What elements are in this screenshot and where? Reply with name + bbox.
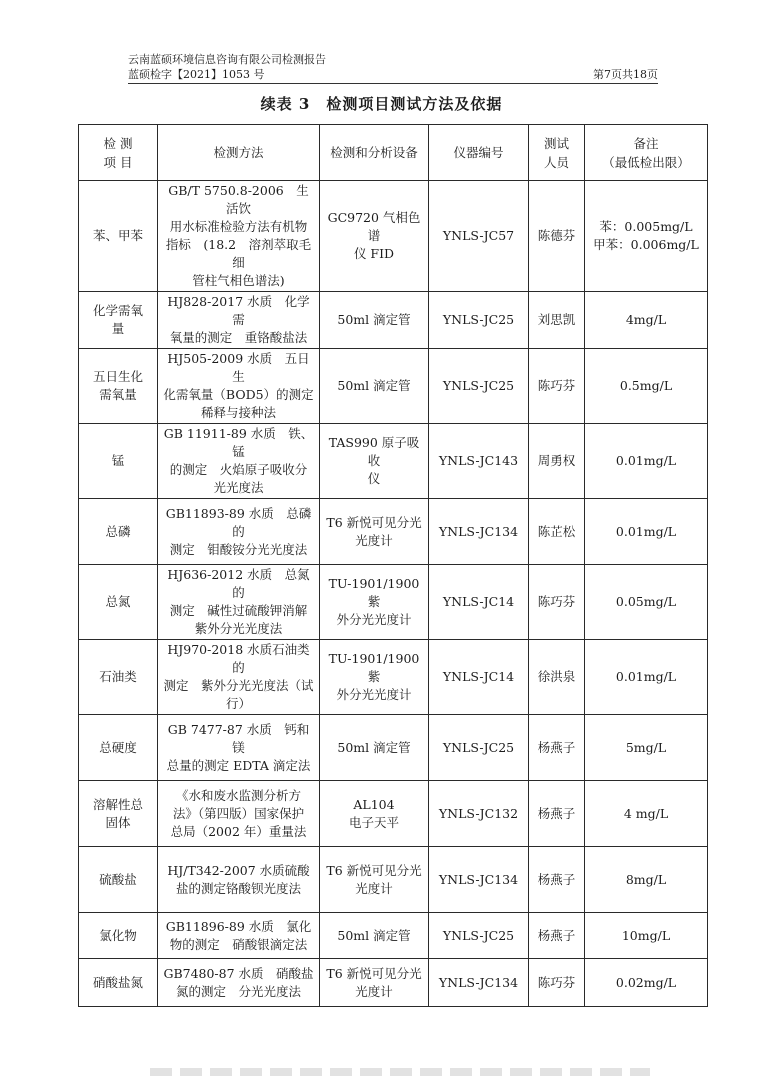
cell-note: 苯：0.005mg/L 甲苯：0.006mg/L <box>585 181 708 292</box>
cell-item: 溶解性总 固体 <box>79 781 158 847</box>
cell-instrument: YNLS-JC143 <box>429 424 529 499</box>
cell-equipment: T6 新悦可见分光 光度计 <box>320 959 429 1007</box>
cell-item: 五日生化 需氧量 <box>79 349 158 424</box>
cell-tester: 陈巧芬 <box>529 349 585 424</box>
cell-instrument: YNLS-JC25 <box>429 292 529 349</box>
cell-equipment: TAS990 原子吸收 仪 <box>320 424 429 499</box>
cell-note: 8mg/L <box>585 847 708 913</box>
cell-method: GB 7477-87 水质 钙和镁 总量的测定 EDTA 滴定法 <box>158 715 320 781</box>
cell-item: 总磷 <box>79 499 158 565</box>
cell-instrument: YNLS-JC134 <box>429 847 529 913</box>
cell-instrument: YNLS-JC132 <box>429 781 529 847</box>
methods-table <box>78 124 708 1007</box>
cell-note: 4mg/L <box>585 292 708 349</box>
cell-item: 总硬度 <box>79 715 158 781</box>
table-header-row <box>79 125 708 181</box>
cell-tester: 杨燕子 <box>529 781 585 847</box>
cell-note: 10mg/L <box>585 913 708 959</box>
report-header <box>128 52 658 82</box>
col-header-tester: 测试 人员 <box>529 125 585 181</box>
cell-equipment: 50ml 滴定管 <box>320 715 429 781</box>
cell-item: 氯化物 <box>79 913 158 959</box>
cell-equipment: 50ml 滴定管 <box>320 913 429 959</box>
cell-method: HJ636-2012 水质 总氮的 测定 碱性过硫酸钾消解 紫外分光光度法 <box>158 565 320 640</box>
cell-instrument: YNLS-JC25 <box>429 349 529 424</box>
cell-note: 0.05mg/L <box>585 565 708 640</box>
cell-tester: 陈巧芬 <box>529 959 585 1007</box>
cell-instrument: YNLS-JC25 <box>429 715 529 781</box>
table-row <box>79 565 708 640</box>
cell-equipment: GC9720 气相色谱 仪 FID <box>320 181 429 292</box>
table-row <box>79 499 708 565</box>
cell-equipment: AL104 电子天平 <box>320 781 429 847</box>
col-header-item: 检 测 项 目 <box>79 125 158 181</box>
cell-instrument: YNLS-JC14 <box>429 640 529 715</box>
cell-instrument: YNLS-JC134 <box>429 959 529 1007</box>
cell-tester: 周勇权 <box>529 424 585 499</box>
table-row <box>79 640 708 715</box>
scan-artifact-strip <box>150 1068 650 1076</box>
cell-item: 苯、甲苯 <box>79 181 158 292</box>
cell-equipment: 50ml 滴定管 <box>320 349 429 424</box>
cell-tester: 陈芷松 <box>529 499 585 565</box>
cell-tester: 刘思凯 <box>529 292 585 349</box>
cell-tester: 陈德芬 <box>529 181 585 292</box>
col-header-method: 检测方法 <box>158 125 320 181</box>
table-row <box>79 181 708 292</box>
table-row <box>79 292 708 349</box>
cell-method: GB11893-89 水质 总磷的 测定 钼酸铵分光光度法 <box>158 499 320 565</box>
cell-item: 总氮 <box>79 565 158 640</box>
cell-note: 4 mg/L <box>585 781 708 847</box>
cell-method: GB11896-89 水质 氯化 物的测定 硝酸银滴定法 <box>158 913 320 959</box>
cell-note: 0.01mg/L <box>585 424 708 499</box>
cell-tester: 陈巧芬 <box>529 565 585 640</box>
cell-note: 5mg/L <box>585 715 708 781</box>
table-row <box>79 349 708 424</box>
col-header-equipment: 检测和分析设备 <box>320 125 429 181</box>
cell-tester: 杨燕子 <box>529 913 585 959</box>
cell-equipment: T6 新悦可见分光 光度计 <box>320 499 429 565</box>
company-name: 云南蓝硕环境信息咨询有限公司检测报告 <box>128 53 326 66</box>
cell-note: 0.01mg/L <box>585 499 708 565</box>
table-row <box>79 715 708 781</box>
col-header-instrument: 仪器编号 <box>429 125 529 181</box>
table-row <box>79 424 708 499</box>
table-row <box>79 913 708 959</box>
table-row <box>79 959 708 1007</box>
cell-method: HJ828-2017 水质 化学需 氧量的测定 重铬酸盐法 <box>158 292 320 349</box>
cell-instrument: YNLS-JC134 <box>429 499 529 565</box>
table-row <box>79 847 708 913</box>
col-header-note: 备注 （最低检出限） <box>585 125 708 181</box>
cell-equipment: 50ml 滴定管 <box>320 292 429 349</box>
cell-method: HJ/T342-2007 水质硫酸 盐的测定铬酸钡光度法 <box>158 847 320 913</box>
cell-method: 《水和废水监测分析方 法》（第四版）国家保护 总局（2002 年）重量法 <box>158 781 320 847</box>
cell-method: GB/T 5750.8-2006 生活饮 用水标准检验方法有机物 指标 (18.2 溶剂萃取毛细 管柱气相色谱法) <box>158 181 320 292</box>
cell-instrument: YNLS-JC25 <box>429 913 529 959</box>
cell-note: 0.02mg/L <box>585 959 708 1007</box>
cell-item: 硫酸盐 <box>79 847 158 913</box>
page-indicator: 第7页共18页 <box>593 68 658 81</box>
cell-instrument: YNLS-JC57 <box>429 181 529 292</box>
cell-equipment: TU-1901/1900 紫 外分光光度计 <box>320 565 429 640</box>
report-number: 蓝硕检字【2021】1053 号 <box>128 68 265 81</box>
cell-note: 0.5mg/L <box>585 349 708 424</box>
cell-item: 硝酸盐氮 <box>79 959 158 1007</box>
cell-tester: 徐洪泉 <box>529 640 585 715</box>
cell-instrument: YNLS-JC14 <box>429 565 529 640</box>
cell-item: 化学需氧 量 <box>79 292 158 349</box>
cell-equipment: T6 新悦可见分光 光度计 <box>320 847 429 913</box>
cell-note: 0.01mg/L <box>585 640 708 715</box>
cell-method: GB 11911-89 水质 铁、锰 的测定 火焰原子吸收分 光光度法 <box>158 424 320 499</box>
cell-item: 石油类 <box>79 640 158 715</box>
cell-tester: 杨燕子 <box>529 715 585 781</box>
cell-method: HJ505-2009 水质 五日生 化需氧量（BOD5）的测定 稀释与接种法 <box>158 349 320 424</box>
cell-equipment: TU-1901/1900 紫 外分光光度计 <box>320 640 429 715</box>
header-divider <box>128 83 658 84</box>
cell-method: GB7480-87 水质 硝酸盐 氮的测定 分光光度法 <box>158 959 320 1007</box>
cell-method: HJ970-2018 水质石油类的 测定 紫外分光光度法（试 行） <box>158 640 320 715</box>
cell-item: 锰 <box>79 424 158 499</box>
table-row <box>79 781 708 847</box>
cell-tester: 杨燕子 <box>529 847 585 913</box>
table-title: 续表 3 检测项目测试方法及依据 <box>260 95 503 113</box>
